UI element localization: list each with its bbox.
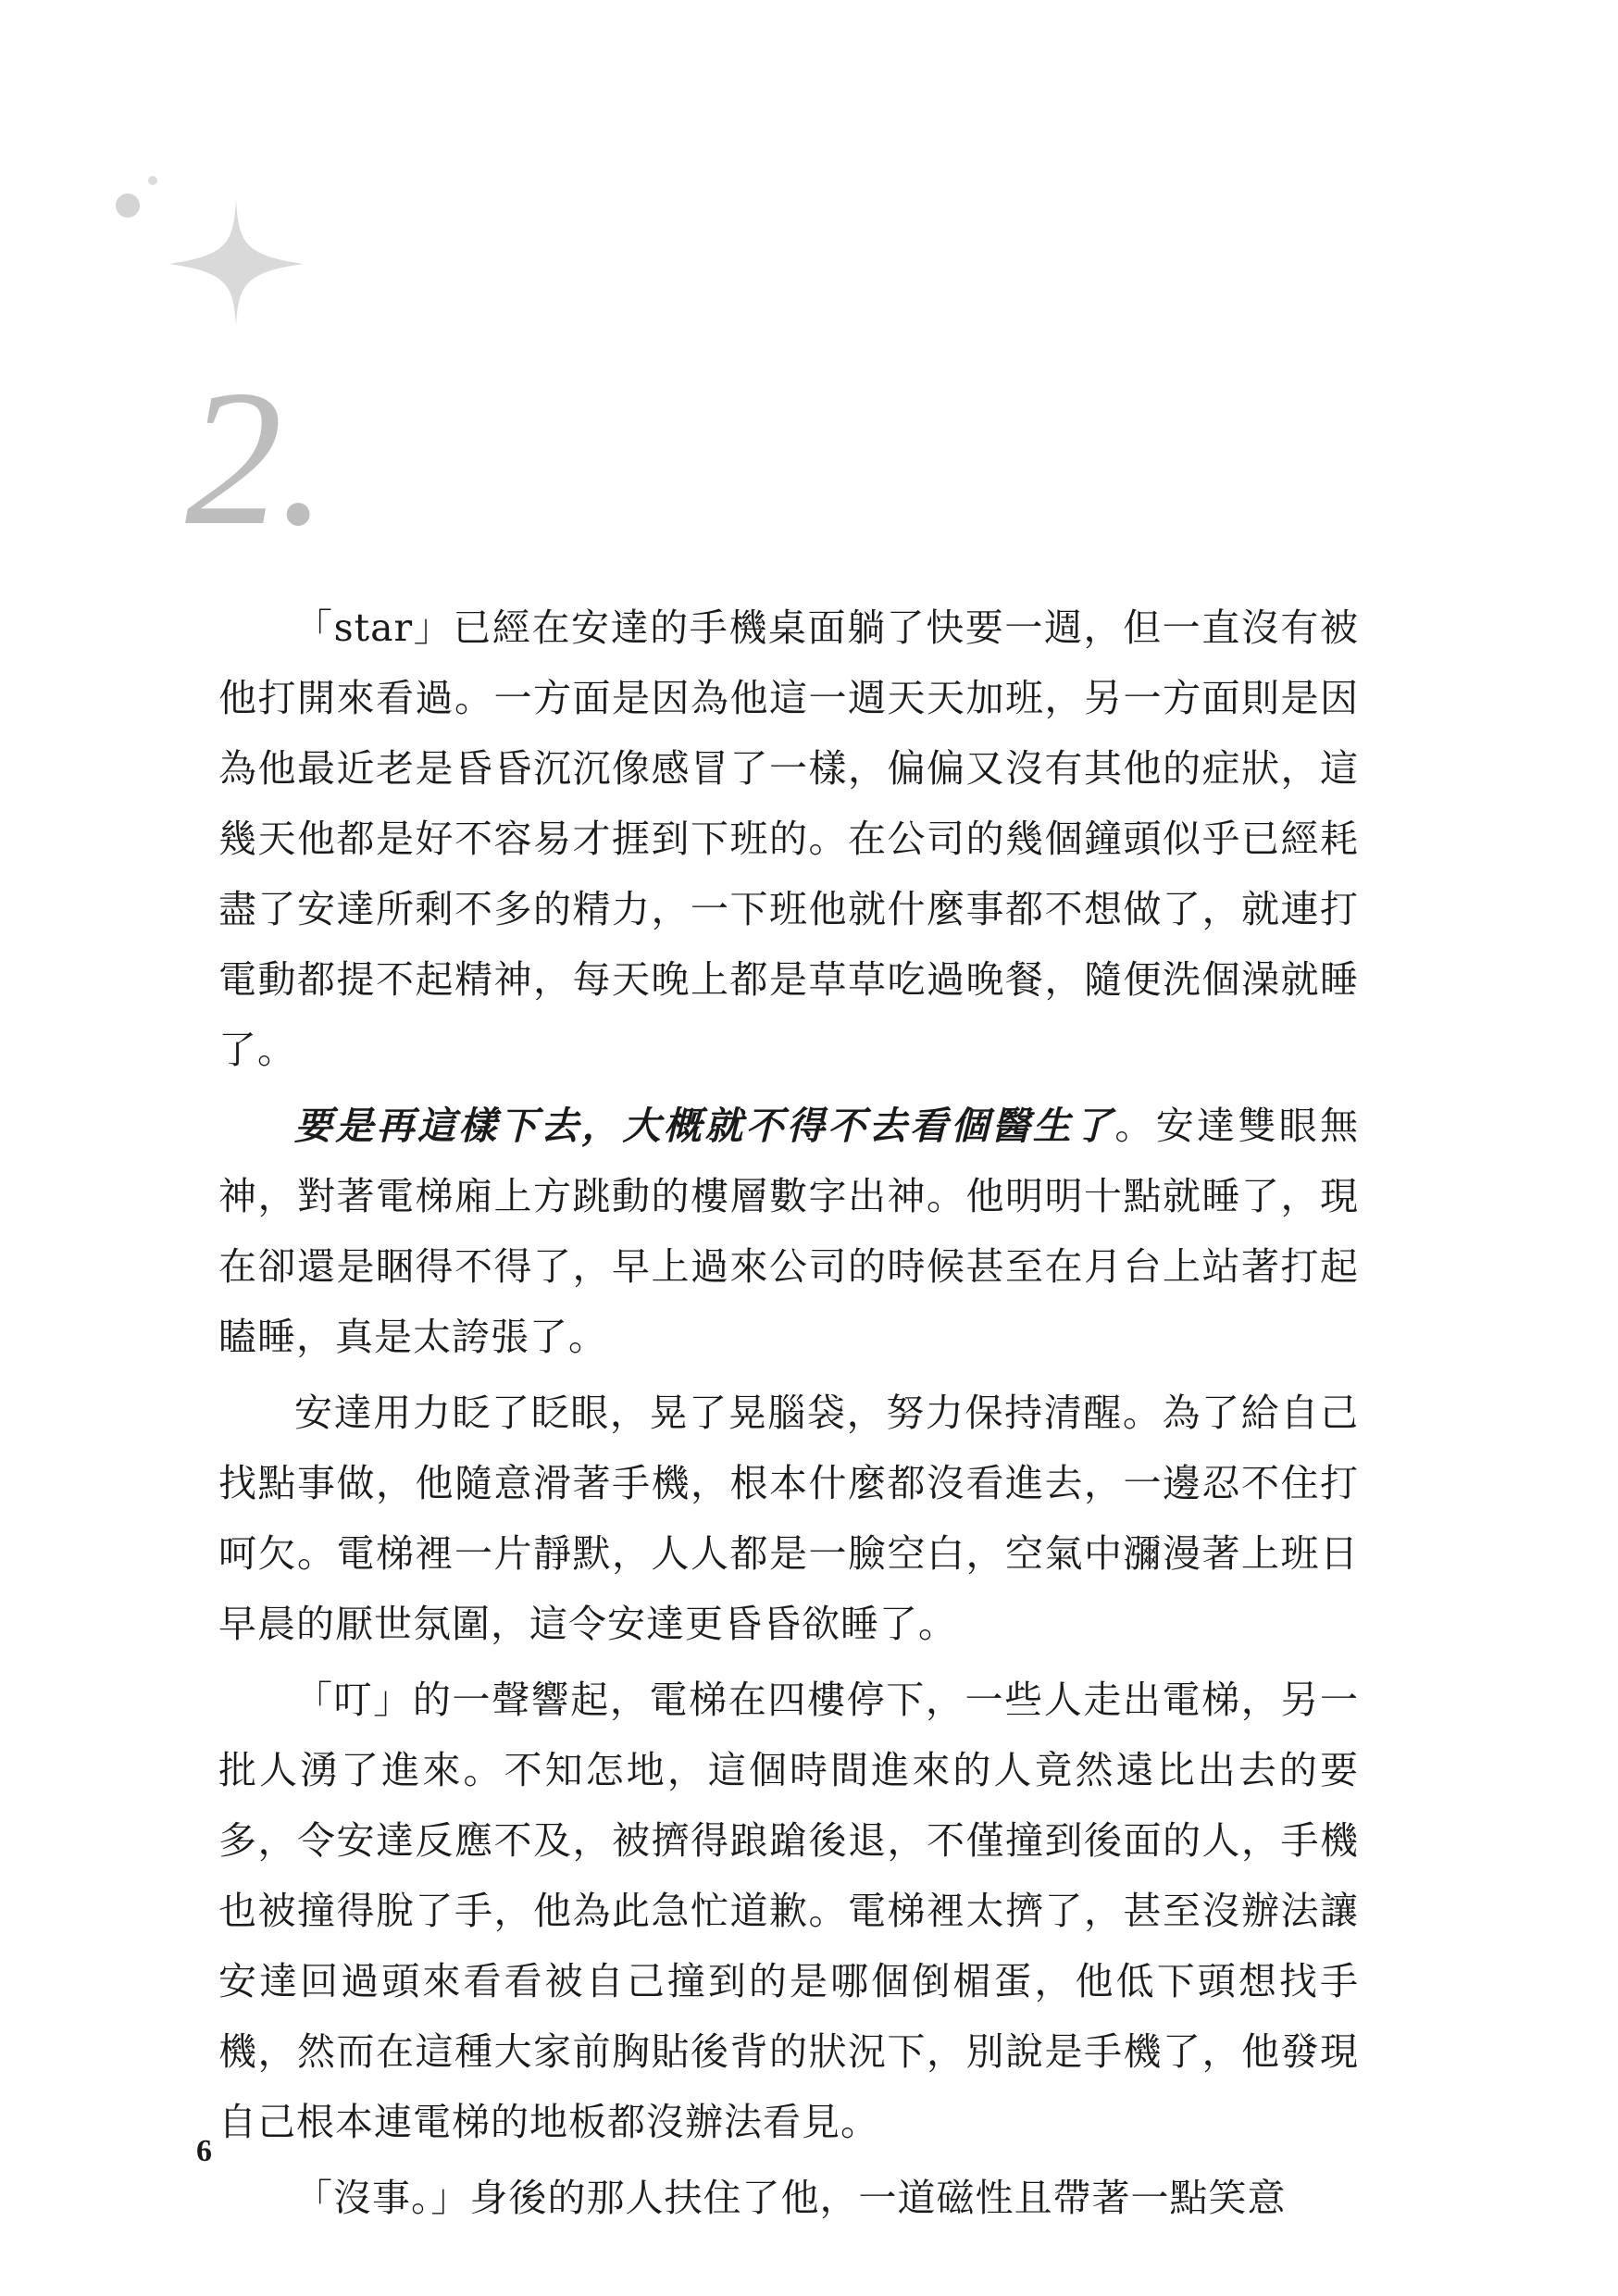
- four-point-star: [168, 200, 304, 326]
- small-dot: [148, 176, 157, 185]
- paragraph-3: 安達用力眨了眨眼，晃了晃腦袋，努力保持清醒。為了給自己找點事做，他隨意滑著手機，根本什麼都沒看進去，一邊忍不住打呵欠。電梯裡一片靜默，人人都是一臉空白，空氣中瀰漫著上班日早晨的厭世氛圍，這令安達更昏昏欲睡了。: [218, 1391, 1359, 1646]
- paragraph-2-emphasis: 要是再這樣下去，大概就不得不去看個醫生了: [294, 1104, 1115, 1148]
- paragraph-2-text: 。安達雙眼無神，對著電梯廂上方跳動的樓層數字出神。他明明十點就睡了，現在卻還是睏得不得了，早上過來公司的時候甚至在月台上站著打起瞌睡，真是太誇張了。: [218, 1104, 1360, 1359]
- large-dot: [116, 193, 140, 218]
- paragraph-4: 「叮」的一聲響起，電梯在四樓停下，一些人走出電梯，另一批人湧了進來。不知怎地，這個時間進來的人竟然遠比出去的要多，令安達反應不及，被擠得踉蹌後退，不僅撞到後面的人，手機也被撞得脫了手，他為此急忙道歉。電梯裡太擠了，甚至沒辦法讓安達回過頭來看看被自己撞到的是哪個倒楣蛋，他低下頭想找手機，然而在這種大家前胸貼後背的狀況下，別說是手機了，他發現自己根本連電梯的地板都沒辦法看見。: [218, 1678, 1359, 2144]
- sparkle-decoration-icon: [102, 167, 324, 352]
- page-number: 6: [196, 2134, 212, 2168]
- paragraph-2: [218, 1091, 1359, 1372]
- paragraph-1: 「star」已經在安達的手機桌面躺了快要一週，但一直沒有被他打開來看過。一方面是因為他這一週天天加班，另一方面則是因為他最近老是昏昏沉沉像感冒了一樣，偏偏又沒有其他的症狀，這幾天他都是好不容易才捱到下班的。在公司的幾個鐘頭似乎已經耗盡了安達所剩不多的精力，一下班他就什麼事都不想做了，就連打電動都提不起精神，每天晚上都是草草吃過晚餐，隨便洗個澡就睡了。: [218, 605, 1359, 1072]
- paragraph-5: 「沒事。」身後的那人扶住了他，一道磁性且帶著一點笑意: [294, 2176, 1287, 2220]
- chapter-number: 2.: [185, 351, 324, 566]
- body-text: [218, 593, 1359, 2233]
